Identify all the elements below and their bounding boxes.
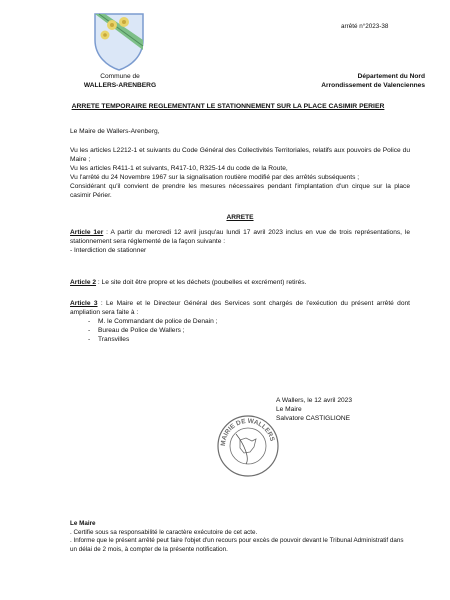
mayor-seal-stamp [216, 414, 280, 478]
footer-appeal-notice: . Informe que le présent arrêté peut faire l'objet d'un recours pour excès de pouvoir devant le Tribunal Administratif dans un délai de 2 mois, à compter de la présente notification. [70, 537, 404, 553]
article-2-text: : Le site doit être propre et les déchets (poubelles et excrément) retirés. [96, 279, 307, 286]
signature-name: Salvatore CASTIGLIONE [276, 415, 351, 422]
commune-name: WALLERS-ARENBERG [83, 82, 157, 89]
arrete-heading: ARRETE [226, 214, 254, 221]
list-item: - M. le Commandant de police de Denain ; [88, 317, 410, 326]
article-1-text: : A partir du mercredi 12 avril jusqu'au lundi 17 avril 2023 inclus en vue de trois représentations, le stationnement sera réglementé de la façon suivante : [70, 229, 410, 245]
article-1 [70, 228, 410, 255]
recipient-list [70, 317, 410, 344]
article-2-label: Article 2 [70, 279, 97, 286]
article-1-item: - Interdiction de stationner [70, 247, 147, 254]
considerants-block [70, 146, 410, 200]
considerant-line: Vu l'arrêté du 24 Novembre 1967 sur la signalisation routière modifié par des arrêtés subséquents ; [70, 174, 360, 181]
commune-label: Commune de [100, 73, 140, 80]
decree-title: ARRETE TEMPORAIRE REGLEMENTANT LE STATIONNEMENT SUR LA PLACE CASIMIR PERIER [71, 103, 385, 110]
article-3-label: Article 3 [70, 300, 98, 307]
intro-text: Le Maire de Wallers-Arenberg, [70, 128, 160, 135]
department-name: Département du Nord [357, 73, 425, 80]
signature-role: Le Maire [276, 406, 302, 413]
department-block [280, 72, 425, 90]
decree-reference: arrêté n°2023-38 [341, 23, 389, 30]
signature-block [276, 396, 416, 423]
footer-heading: Le Maire [70, 520, 96, 527]
legal-footer [70, 520, 410, 554]
arrondissement-name: Arrondissement de Valenciennes [321, 82, 425, 89]
article-3 [70, 299, 410, 344]
list-item: - Transvilles [88, 335, 410, 344]
list-item: - Bureau de Police de Wallers ; [88, 326, 410, 335]
signature-place-date: A Wallers, le 12 avril 2023 [276, 397, 352, 404]
footer-certification: . Certifie sous sa responsabilité le caractère exécutoire de cet acte. [70, 528, 258, 536]
article-1-label: Article 1er [70, 229, 104, 236]
commune-block [70, 72, 170, 90]
considerant-line: Considérant qu'il convient de prendre les mesures nécessaires pendant l'implantation d'un cirque sur la place casimir Périer. [70, 183, 410, 199]
article-3-text: : Le Maire et le Directeur Général des Services sont chargés de l'exécution du présent arrêté dont ampliation sera faite à : [70, 300, 410, 316]
svg-text:MAIRIE DE WALLERS: MAIRIE DE WALLERS [219, 417, 276, 447]
considerant-line: Vu les articles R411-1 et suivants, R417-10, R325-14 du code de la Route, [70, 165, 288, 172]
coat-of-arms-logo [91, 10, 147, 72]
considerant-line: Vu les articles L2212-1 et suivants du Code Général des Collectivités Territoriales, relatifs aux pouvoirs de Police du Maire ; [70, 147, 410, 163]
article-2 [70, 278, 410, 287]
